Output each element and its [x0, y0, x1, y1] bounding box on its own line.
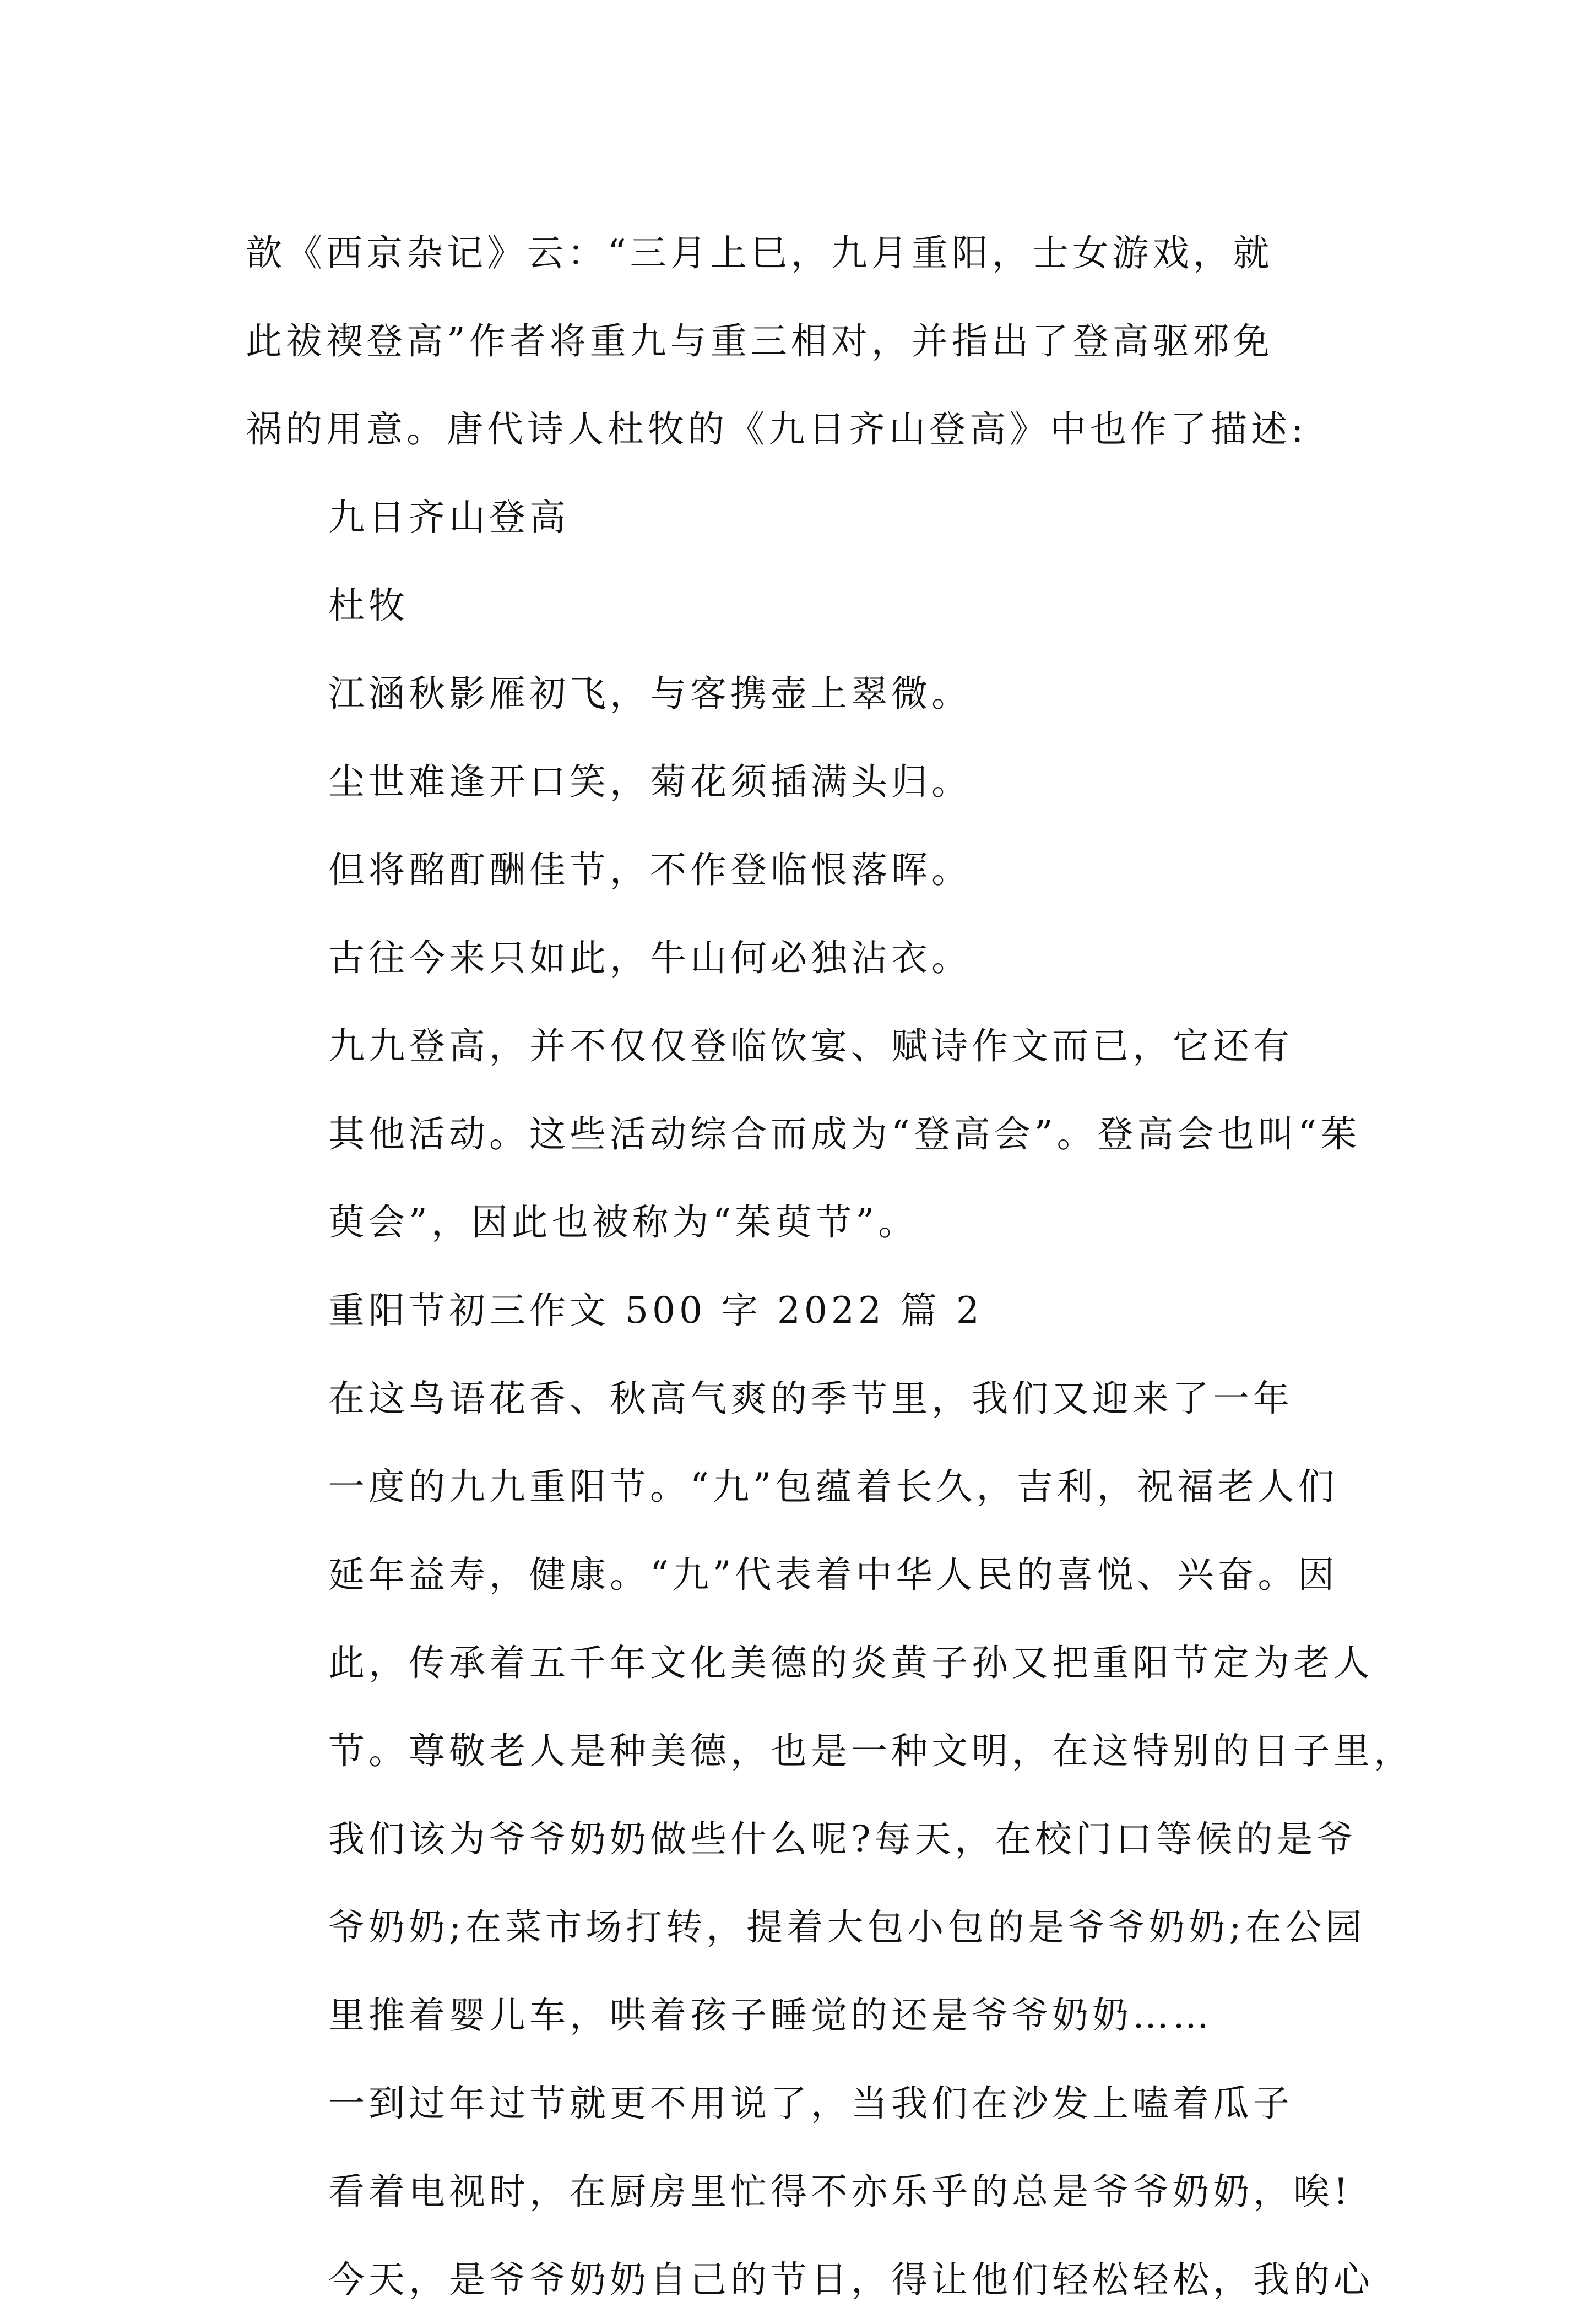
paragraph-p3: [246, 1355, 1414, 2060]
text-line: 萸会”，因此也被称为“茱萸节”。: [328, 1201, 919, 1244]
text-line: 古往今来只如此，牛山何必独沾衣。: [328, 937, 972, 979]
text-line: 里推着婴儿车，哄着孩子睡觉的还是爷爷奶奶……: [328, 1994, 1213, 2037]
paragraph-p1: [246, 209, 1364, 474]
text-line: 爷奶奶;在菜市场打转，提着大包小包的是爷爷奶奶;在公园: [328, 1906, 1366, 1948]
text-line: 看着电视时，在厨房里忙得不亦乐乎的总是爷爷奶奶，唉!: [328, 2170, 1352, 2213]
text-line: 杜牧: [328, 584, 409, 627]
paragraph-section-heading: [246, 1267, 1364, 1355]
paragraph-poem-line-1: [246, 650, 1364, 738]
text-line: 祸的用意。唐代诗人杜牧的《九日齐山登高》中也作了描述:: [246, 408, 1308, 450]
text-line: 尘世难逢开口笑，菊花须插满头归。: [328, 761, 972, 803]
text-line: 歆《西京杂记》云：“三月上巳，九月重阳，士女游戏，就: [246, 232, 1273, 274]
text-line: 我们该为爷爷奶奶做些什么呢?每天，在校门口等候的是爷: [328, 1818, 1357, 1860]
paragraph-poem-line-3: [246, 826, 1364, 914]
text-line: 延年益寿，健康。“九”代表着中华人民的喜悦、兴奋。因: [328, 1554, 1338, 1596]
paragraph-p2: [246, 1002, 1364, 1267]
text-line: 但将酩酊酬佳节，不作登临恨落晖。: [328, 849, 972, 891]
paragraph-poem-line-2: [246, 738, 1364, 826]
text-line: 在这鸟语花香、秋高气爽的季节里，我们又迎来了一年: [328, 1377, 1293, 1420]
text-line: 重阳节初三作文 500 字 2022 篇 2: [328, 1289, 983, 1332]
text-line: 此，传承着五千年文化美德的炎黄子孙又把重阳节定为老人: [328, 1642, 1374, 1684]
text-line: 一到过年过节就更不用说了，当我们在沙发上嗑着瓜子: [328, 2082, 1293, 2125]
paragraph-poem-title: [246, 474, 1364, 562]
text-line: 节。尊敬老人是种美德，也是一种文明，在这特别的日子里，: [328, 1730, 1414, 1772]
paragraph-p4: [246, 2060, 1374, 2324]
text-line: 今天，是爷爷奶奶自己的节日，得让他们轻松轻松，我的心: [328, 2258, 1374, 2301]
paragraph-poem-author: [246, 562, 1364, 650]
text-line: 九日齐山登高: [328, 496, 570, 539]
text-line: 江涵秋影雁初飞，与客携壶上翠微。: [328, 672, 972, 715]
document-body: [246, 209, 1414, 2324]
paragraph-poem-line-4: [246, 914, 1364, 1002]
text-line: 此祓禊登高”作者将重九与重三相对，并指出了登高驱邪免: [246, 320, 1273, 362]
text-line: 其他活动。这些活动综合而成为“登高会”。登高会也叫“茱: [328, 1113, 1361, 1155]
text-line: 九九登高，并不仅仅登临饮宴、赋诗作文而已，它还有: [328, 1025, 1293, 1067]
text-line: 一度的九九重阳节。“九”包蕴着长久，吉利，祝福老人们: [328, 1465, 1338, 1508]
